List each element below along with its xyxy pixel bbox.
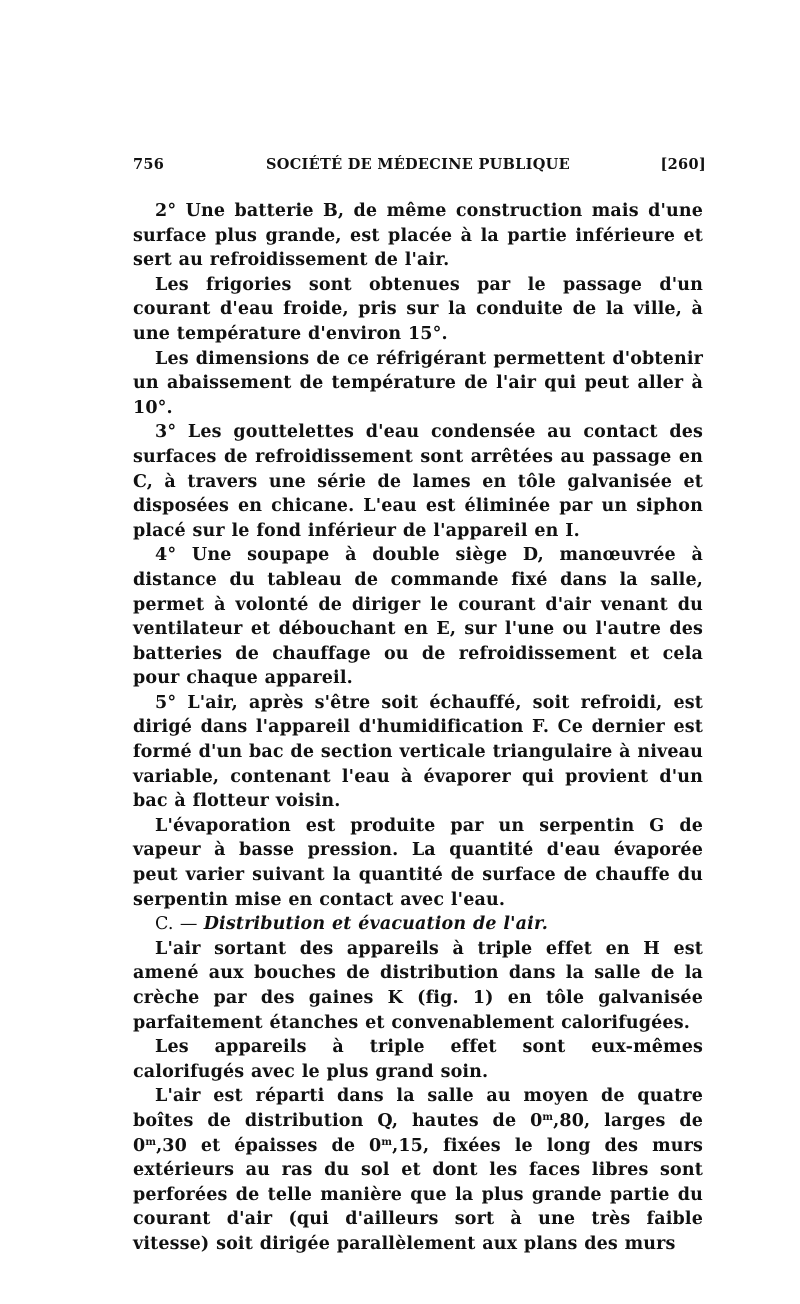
paragraph-droplets: 3° Les gouttelettes d'eau condensée au contact des surfaces de refroidissement sont arrêtées au passage en C, à travers une série de lames en tôle galvanisée et disposées en chicane. L'eau est éliminée par un siphon placé sur le fond inférieur de l'appareil en I. bbox=[133, 422, 703, 541]
page-body bbox=[133, 199, 703, 1257]
paragraph-dimensions: Les dimensions de ce réfrigérant permettent d'obtenir un abaissement de température de l'air qui peut aller à 10°. bbox=[133, 348, 703, 418]
section-title: Distribution et évacuation de l'air. bbox=[203, 914, 548, 935]
paragraph-evaporation: L'évaporation est produite par un serpentin G de vapeur à basse pression. La quantité d'eau évaporée peut varier suivant la quantité de surface de chauffe du serpentin mise en contact avec l'eau. bbox=[133, 815, 703, 910]
running-header bbox=[133, 156, 706, 182]
paragraph-distribution-boxes bbox=[133, 1084, 703, 1256]
text-run: L'air est réparti dans la salle au moyen de quatre boîtes de distribution Q, hautes de 0 bbox=[133, 1086, 703, 1131]
running-title: SOCIÉTÉ DE MÉDECINE PUBLIQUE bbox=[266, 156, 570, 173]
unit-superscript: m bbox=[542, 1111, 554, 1123]
unit-superscript: m bbox=[381, 1136, 393, 1148]
text-run: ,30 et épaisses de 0 bbox=[156, 1135, 382, 1156]
paragraph-frigories: Les frigories sont obtenues par le passage d'un courant d'eau froide, pris sur la conduite de la ville, à une température d'environ 15°. bbox=[133, 274, 703, 344]
book-page bbox=[133, 156, 706, 1257]
section-label: C. — bbox=[155, 914, 198, 935]
text-run: ,15, fixées le long des murs extérieurs au ras du sol et dont les faces libres sont perforées de telle manière que la plus grande partie du courant d'air (qui d'ailleurs sort à une très faible vitesse) soit dirigée parallèlement aux plans des murs bbox=[133, 1135, 703, 1254]
paragraph-battery-b: 2° Une batterie B, de même construction mais d'une surface plus grande, est placée à la partie inférieure et sert au refroidissement de l'air. bbox=[133, 201, 703, 271]
section-heading bbox=[133, 912, 703, 937]
unit-superscript: m bbox=[145, 1136, 157, 1148]
paragraph-humidification: 5° L'air, après s'être soit échauffé, soit refroidi, est dirigé dans l'appareil d'humidification F. Ce dernier est formé d'un bac de section verticale triangulaire à niveau variable, contenant l'eau à évaporer qui provient d'un bac à flotteur voisin. bbox=[133, 692, 703, 812]
paragraph-valve: 4° Une soupape à double siège D, manœuvrée à distance du tableau de commande fixé dans la salle, permet à volonté de diriger le courant d'air venant du ventilateur et débouchant en E, sur l'une ou l'autre des batteries de chauffage ou de refroidissement et cela pour chaque appareil. bbox=[133, 545, 703, 689]
text-run: ,80, larges de 0 bbox=[133, 1110, 704, 1156]
page-number: 756 bbox=[133, 156, 165, 173]
paragraph-air-outlet: L'air sortant des appareils à triple effet en H est amené aux bouches de distribution dans la salle de la crèche par des gaines K (fig. 1) en tôle galvanisée parfaitement étanches et convenablement calorifugées. bbox=[133, 938, 703, 1033]
original-page-ref: [260] bbox=[660, 156, 706, 173]
paragraph-insulation: Les appareils à triple effet sont eux-mêmes calorifugés avec le plus grand soin. bbox=[133, 1037, 703, 1082]
